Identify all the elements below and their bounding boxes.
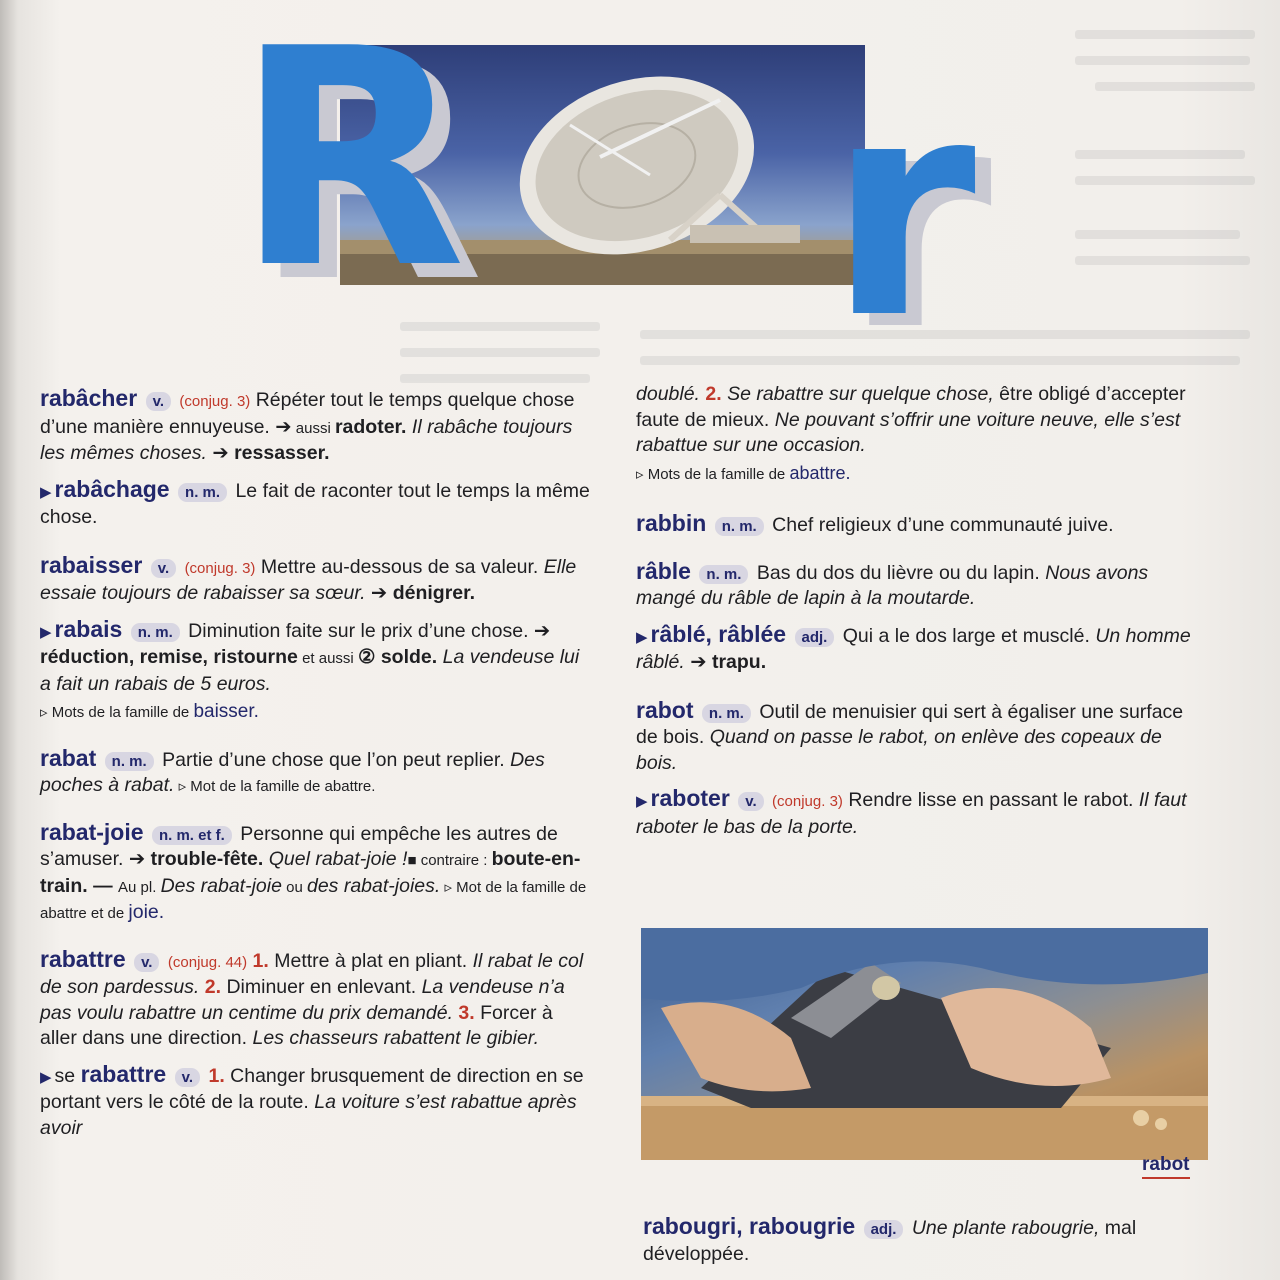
family-prefix: ▹ Mots de la famille de <box>636 465 790 483</box>
example: Nous avons mangé du râble de lapin à la moutarde. <box>636 561 1149 609</box>
headword: rabais <box>54 615 123 642</box>
right-column <box>636 382 1208 856</box>
sense-number-icon: ② <box>357 646 376 668</box>
headword: rabbin <box>636 510 707 536</box>
headword: rabougri, rabougrie <box>643 1213 856 1239</box>
example: Les chasseurs rabattent le gibier. <box>252 1027 539 1049</box>
grammar-tag: n. m. <box>699 565 748 584</box>
example: Quel rabat-joie ! <box>263 848 408 870</box>
example: La voiture s’est rabattue après avoir <box>40 1091 577 1139</box>
headword: rabat <box>40 744 97 771</box>
arrow-icon: ➔ <box>365 582 393 604</box>
grammar-tag: v. <box>151 559 176 578</box>
headword: rabattre <box>40 945 126 972</box>
arrow-icon: ➔ <box>206 442 235 464</box>
entry-rabais <box>40 617 592 726</box>
triangle-icon: ▶ <box>636 793 648 810</box>
square-icon: ■ <box>407 852 417 869</box>
example: Un homme râblé. <box>636 624 1191 673</box>
entry-se-rabattre <box>40 1062 592 1142</box>
entry-rabattre <box>40 947 592 1052</box>
family-link[interactable]: baisser. <box>193 701 259 722</box>
entry-raboter <box>636 786 1208 840</box>
triangle-icon: ▶ <box>636 628 648 646</box>
grammar-tag: n. m. <box>178 483 227 502</box>
family-link[interactable]: abattre <box>40 905 87 922</box>
entry-rabougri <box>643 1214 1213 1267</box>
headword: rabâcher <box>40 385 138 411</box>
definition: Diminution faite sur le prix d’une chose. <box>182 619 534 642</box>
example: Des poches à rabat. <box>40 748 545 796</box>
ou-label: ou <box>281 878 307 896</box>
example: Une plante rabougrie, <box>906 1217 1100 1239</box>
hand-plane-icon <box>641 928 1208 1160</box>
arrow-icon: ➔ <box>684 651 712 673</box>
definition: Chef religieux d’une communauté juive. <box>766 514 1114 536</box>
example: doublé. <box>636 383 700 405</box>
family-prefix: ▹ Mot de la famille de <box>174 778 325 795</box>
conjugation-ref: (conjug. 3) <box>179 393 251 410</box>
definition: mal développée. <box>643 1217 1137 1265</box>
aussi-label: aussi <box>291 419 335 437</box>
grammar-tag: n. m. <box>702 704 751 723</box>
family-link[interactable]: joie. <box>128 901 165 923</box>
definition: Partie d’une chose que l’on peut replier. <box>156 748 511 771</box>
grammar-tag: n. m. <box>715 517 764 536</box>
grammar-tag: v. <box>738 792 763 811</box>
grammar-tag: v. <box>134 953 159 972</box>
definition: Mettre au-dessous de sa valeur. <box>255 555 544 578</box>
plural-example: des rabat-joies. <box>306 874 441 897</box>
example: Se rabattre sur quelque chose, <box>721 383 994 405</box>
headword: rabat-joie <box>40 818 144 845</box>
grammar-tag: n. m. <box>131 623 180 642</box>
antonym: boute-en-train. <box>40 848 581 897</box>
definition: Rendre lisse en passant le rabot. <box>842 789 1139 811</box>
grammar-tag: adj. <box>795 628 835 647</box>
headword: rabot <box>636 696 694 723</box>
example: Ne pouvant s’offrir une voiture neuve, elle s’est rabattue sur une occasion. <box>636 408 1181 456</box>
example: Quand on passe le rabot, on enlève des copeaux de bois. <box>636 726 1162 774</box>
grammar-tag: v. <box>146 392 171 411</box>
definition: être obligé d’accepter faute de mieux. <box>636 383 1186 431</box>
definition: Qui a le dos large et musclé. <box>837 624 1096 647</box>
sense-number: 1. <box>208 1064 225 1087</box>
entry-rable <box>636 559 1208 612</box>
plural-label: Au pl. <box>118 878 161 896</box>
headword: rabaisser <box>40 551 143 578</box>
photo-caption: rabot <box>1142 1154 1190 1179</box>
synonym: trapu. <box>711 651 767 673</box>
synonym: ressasser. <box>234 442 330 464</box>
synonym: solde. <box>375 646 438 668</box>
definition: Forcer à aller dans une direction. <box>40 1001 553 1049</box>
et-de-label: et de <box>86 905 129 922</box>
contraire-label: contraire : <box>416 852 492 869</box>
letter-uppercase-r: R <box>235 0 457 334</box>
entry-rabat <box>40 746 592 800</box>
grammar-tag: v. <box>175 1068 200 1087</box>
synonym: trouble-fête. <box>150 848 264 870</box>
arrow-icon: ➔ <box>275 415 292 438</box>
synonym: dénigrer. <box>392 582 476 604</box>
entry-rabattre-continued <box>636 382 1208 487</box>
grammar-tag: n. m. <box>105 752 154 771</box>
entry-rabaisser <box>40 553 592 607</box>
et-aussi-label: et aussi <box>297 650 358 667</box>
example: Elle essaie toujours de rabaisser sa sœur. <box>40 555 577 604</box>
example: Il rabat le col de son pardessus. <box>40 949 584 998</box>
entry-rabacher <box>40 386 592 467</box>
sense-number: 3. <box>453 1001 475 1024</box>
grammar-tag: adj. <box>864 1220 904 1239</box>
triangle-icon: ▶ <box>40 623 52 641</box>
headword: râble <box>636 557 691 584</box>
letter-lowercase-r: r <box>828 35 976 384</box>
sense-number: 1. <box>252 949 269 972</box>
example: La vendeuse n’a pas voulu rabattre un centime du prix demandé. <box>40 976 565 1024</box>
left-column <box>40 386 592 1157</box>
definition: Bas du dos du lièvre ou du lapin. <box>751 561 1046 584</box>
plural-example: Des rabat-joie <box>160 874 282 897</box>
family-link[interactable]: abattre. <box>789 462 851 483</box>
synonym: réduction, remise, ristourne <box>40 646 298 668</box>
example: Il faut raboter le bas de la porte. <box>636 789 1187 838</box>
entry-rabat-joie <box>40 820 592 927</box>
conjugation-ref: (conjug. 44) <box>167 953 248 971</box>
dash: — <box>87 874 119 897</box>
headword: râblé, râblée <box>650 620 787 647</box>
conjugation-ref: (conjug. 3) <box>772 793 843 810</box>
definition: Mettre à plat en pliant. <box>268 949 473 972</box>
headword: rabâchage <box>54 475 170 502</box>
arrow-icon: ➔ <box>533 619 551 642</box>
sense-number: 2. <box>199 976 222 998</box>
arrow-icon: ➔ <box>128 848 151 870</box>
triangle-icon: ▶ <box>40 1068 52 1086</box>
definition: Outil de menuisier qui sert à égaliser une surface de bois. <box>636 700 1184 748</box>
entry-rabot <box>636 698 1208 777</box>
entry-rabachage <box>40 477 592 531</box>
definition: Répéter tout le temps quelque chose d’une manière ennuyeuse. <box>40 389 575 438</box>
example: Il rabâche toujours les mêmes choses. <box>40 415 573 464</box>
entry-rablee <box>636 622 1208 676</box>
headword: raboter <box>650 785 730 811</box>
example: La vendeuse lui a fait un rabais de 5 euros. <box>40 646 580 695</box>
headword: rabattre <box>80 1060 167 1087</box>
definition: Personne qui empêche les autres de s’amuser. <box>40 822 558 870</box>
grammar-tag: n. m. et f. <box>152 826 232 845</box>
definition: Changer brusquement de direction en se portant vers le côté de la route. <box>40 1064 584 1113</box>
entry-rabbin <box>636 511 1208 539</box>
conjugation-ref: (conjug. 3) <box>184 559 256 577</box>
synonym: radoter. <box>334 415 407 438</box>
family-prefix: ▹ Mot de la famille de <box>440 878 587 896</box>
definition: Diminuer en enlevant. <box>221 976 422 998</box>
family-note <box>40 699 592 726</box>
definition: Le fait de raconter tout le temps la même chose. <box>40 479 590 528</box>
triangle-icon: ▶ <box>40 483 52 501</box>
family-link[interactable]: abattre. <box>324 778 376 795</box>
family-note <box>636 461 1208 488</box>
reflexive-prefix: se <box>54 1064 81 1087</box>
sense-number: 2. <box>699 383 722 405</box>
wood-plane-photo <box>641 928 1208 1160</box>
family-prefix: ▹ Mots de la famille de <box>40 704 194 721</box>
